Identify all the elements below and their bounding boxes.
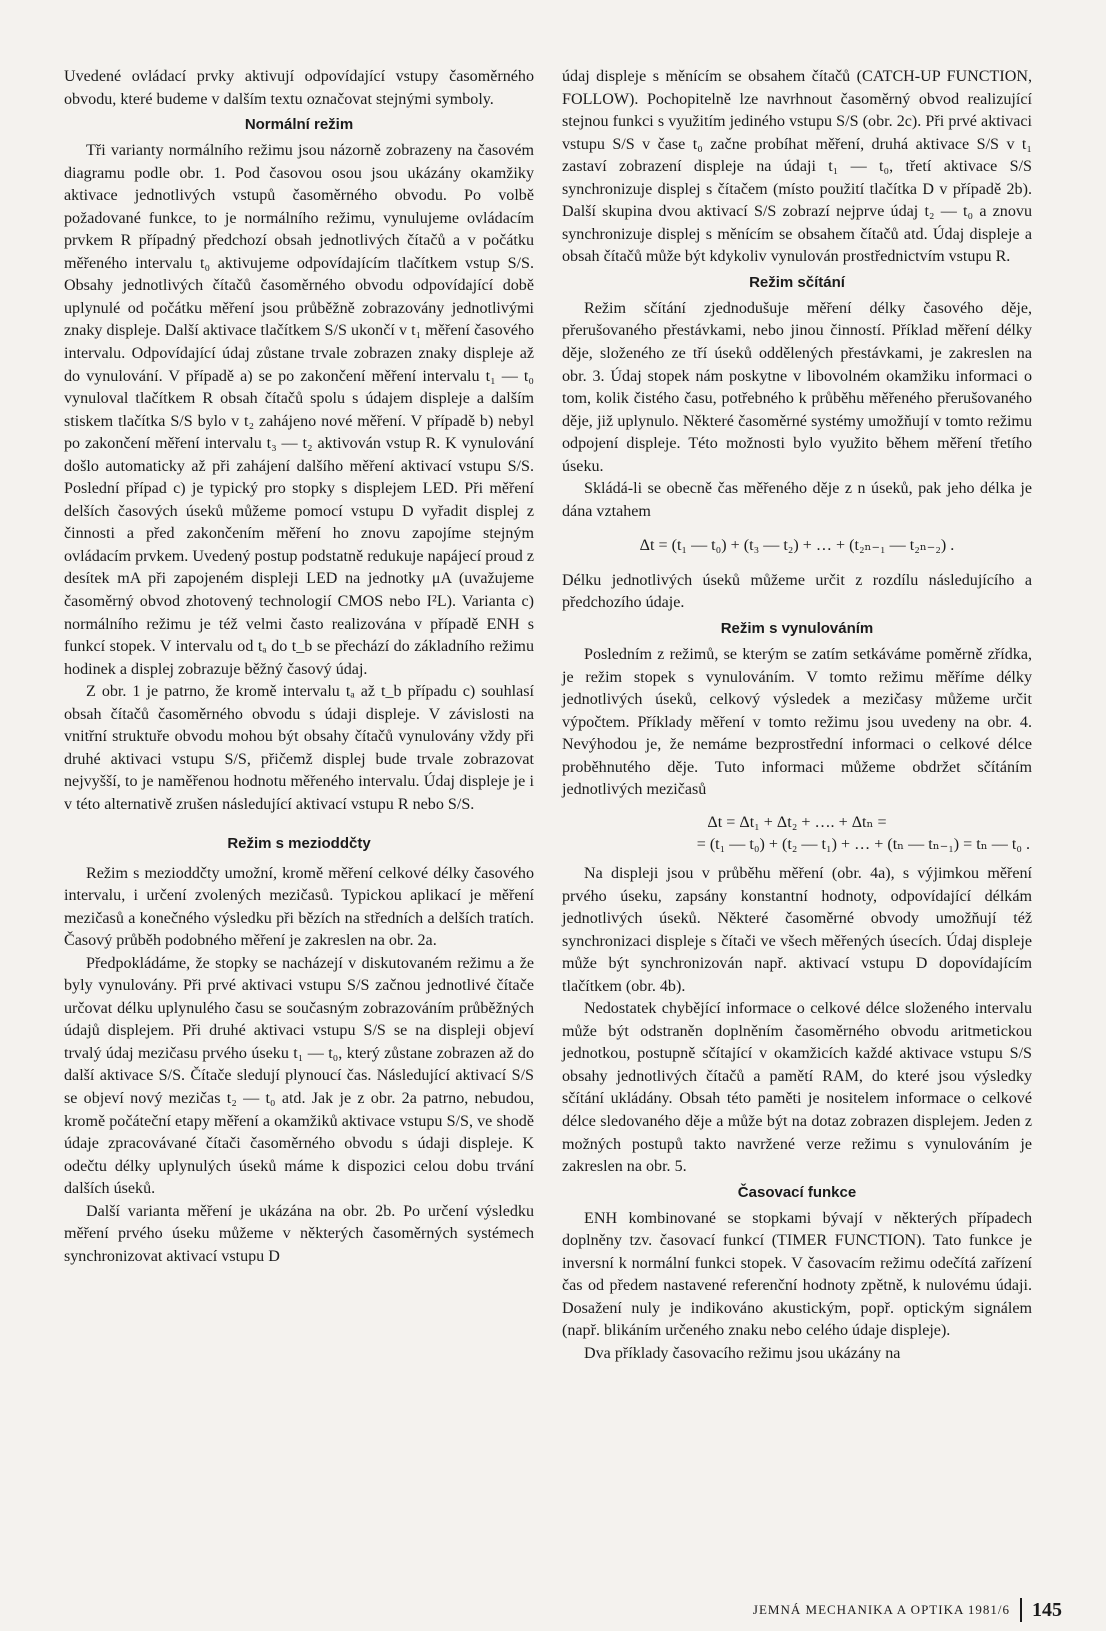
journal-title: JEMNÁ MECHANIKA A OPTIKA 1981/6 [752,1602,1010,1617]
formula-delta-line1: Δt = Δt₁ + Δt₂ + …. + Δtₙ = [707,813,887,831]
section-heading-timer: Časovací funkce [737,1183,857,1201]
paragraph: Uvedené ovládací prvky aktivují odpovídající vstupy časoměrného obvodu, které budeme v dalším textu označovat stejnými symboly. [64,68,534,108]
section-heading-normal: Normální režim [244,116,354,134]
section-heading-add: Režim sčítání [749,273,845,291]
page-footer [753,1598,1062,1622]
paragraph: Předpokládáme, že stopky se nacházejí v diskutovaném režimu a že byly vynulovány. Při prvé aktivaci vstupu S/S začnou jednotlivé čítače určovat délku uplynulého času se současným zobrazováním průběžných údajů displejem. Při druhé aktivaci vstupu S/S se na displeji objeví trvalý údaj mezičasu prvého úseku t₁ — t₀, který zůstane zobrazen až do další aktivace S/S. Čítače sledují plynoucí čas. Následující aktivací S/S se objeví nový mezičas t₂ — t₀ atd. Jak je z obr. 2a patrno, nebudou, kromě počáteční etapy měření a okamžiků aktivace vstupu S/S, ve shodě údaje zpracovávané čítači časoměrného obvodu s údaji displeje. K odečtu délky uplynulých úseků máme k dispozici celou dobu trvání dalších úseků. [64,954,534,1198]
section-heading-split: Režim s mezioddčty [227,834,371,852]
section-heading-reset: Režim s vynulováním [720,620,874,638]
paragraph: Skládá-li se obecně čas měřeného děje z n úseků, pak jeho délka je dána vztahem [562,480,1032,520]
paragraph: údaj displeje s měnícím se obsahem čítačů (CATCH-UP FUNCTION, FOLLOW). Pochopitelně lze navrhnout časoměrný obvod realizující stejnou funkci s využitím jediného vstupu S/S (obr. 2c). Při prvé aktivaci vstupu S/S v čase t₀ začne probíhat měření, druhá aktivace S/S v t₁ zastaví zobrazení displeje na údaji t₁ — t₀, třetí aktivace S/S synchronizuje displej s čítačem (místo použití tlačítka D v případě 2b). Další skupina dvou aktivací S/S zobrazí nejprve údaj t₂ — t₀ a znovu synchronizuje displej s měnícím se obsahem čítačů atd. Údaj displeje a obsah čítačů může být kdykoliv vynulován prostřednictvím vstupu R. [562,68,1032,266]
paragraph: Další varianta měření je ukázána na obr. 2b. Po určení výsledku měření prvého úseku můžeme v některých časoměrných systémech synchronizovat aktivací vstupu D [64,1202,534,1265]
paragraph: Posledním z režimů, se kterým se zatím setkáváme poměrně zřídka, je režim stopek s vynulováním. V tomto režimu měříme délky jednotlivých úseků, celkový výsledek a mezičasy můžeme určit výpočtem. Příklady měření v tomto režimu jsou uvedeny na obr. 4. Nevýhodou je, že nemáme bezprostřední informaci o celkové délce proběhnutého děje. Tuto informaci můžeme obdržet sčítáním jednotlivých mezičasů [562,646,1032,799]
formula-delta-line2: = (t₁ — t₀) + (t₂ — t₁) + … + (tₙ — tₙ₋₁) = tₙ — t₀ . [696,836,1030,854]
paragraph: Na displeji jsou v průběhu měření (obr. 4a), s výjimkou měření prvého úseku, zapsány konstantní hodnoty, odpovídající délkám jednotlivých úseků. Některé časoměrné obvody umožňují též synchronizaci displeje s čítači ve všech měřených úsecích. Údaj displeje může být synchronizován např. aktivací vstupu D dopovídajícím tlačítkem (obr. 4b). [562,864,1032,995]
paragraph: Režim sčítání zjednodušuje měření délky časového děje, přerušovaného přestávkami, nebo jinou činností. Příklad měření délky děje, složeného ze tří úseků oddělených přestávkami, je zakreslen na obr. 3. Údaj stopek nám poskytne v libovolném okamžiku informaci o tom, kolik čistého času, potřebného k průběhu měřeného přerušovaného děje, již uplynulo. Některé časoměrné systémy umožňují v tomto režimu odpojení displeje. Této možnosti bylo využito během měření třetího úseku. [562,299,1032,475]
paragraph: Z obr. 1 je patrno, že kromě intervalu tₐ až t_b případu c) souhlasí obsah čítačů časoměrného obvodu s údaji displeje. V závislosti na vnitřní struktuře obvodu mohou být obsahy čítačů vynulovány vždy při druhé aktivaci vstupu S/S, přičemž displej bude trvale zobrazovat nejvyšší, to je naměřenou hodnotu měřeného intervalu. Údaj displeje je i v této alternativě zrušen následující aktivací vstupu R nebo S/S. [64,683,534,813]
page-number: 145 [1032,1598,1062,1621]
paragraph: Délku jednotlivých úseků můžeme určit z rozdílu následujícího a předchozího údaje. [562,571,1032,612]
paragraph: Dva příklady časovacího režimu jsou ukázány na [584,1344,901,1362]
formula-sum: Δt = (t₁ — t₀) + (t₃ — t₂) + … + (t₂ₙ₋₁ — t₂ₙ₋₂) . [639,537,955,555]
paragraph: Tři varianty normálního režimu jsou názorně zobrazeny na časovém diagramu podle obr. 1. Pod časovou osou jsou ukázány okamžiky aktivace jednotlivých vstupů časoměrného obvodu. Po volbě požadované funkce, to je normálního režimu, vynulujeme ovládacím prvkem R případný předchozí obsah jednotlivých čítačů a v počátku měřeného intervalu t₀ aktivujeme odpovídajícím tlačítkem vstup S/S. Obsahy jednotlivých čítačů časoměrného obvodu odpovídající době uplynulé od počátku měření jsou průběžně zobrazovány jednotlivými znaky displeje. Další aktivace tlačítkem S/S ukončí v t₁ měření časového intervalu. Odpovídající údaj zůstane trvale zobrazen znaky displeje až do vynulování. V případě a) se po zakončení měření intervalu t₁ — t₀ vynuloval tlačítkem R obsah čítačů spolu s údajem displeje a dalším stiskem tlačítka S/S bylo v t₂ zahájeno nové měření. V případě b) nebyl po zakončení měření intervalu t₃ — t₂ aktivován vstup R. K vynulování došlo automaticky až při zahájení dalšího měření aktivací vstupu S/S. Poslední případ c) je typický pro stopky s displejem LED. Při měření delších časových úseků můžeme pomocí vstupu D vyřadit displej z činnosti a před zakončením měření ho znovu zapojíme stejným ovládacím prvkem. Uvedený postup podstatně redukuje napájecí proud z desítek mA při zapojeném displeji LED na jednotky μA (uvažujeme časoměrný obvod zhotovený technologií CMOS nebo I²L). Varianta c) normálního režimu je též velmi často realizována v případě ENH s funkcí stopek. V intervalu od tₐ do t_b se přechází do základního režimu hodinek a displej zobrazuje běžný časový údaj. [64,142,534,678]
paragraph: Nedostatek chybějící informace o celkové délce složeného intervalu může být odstraněn doplněním časoměrného obvodu aritmetickou jednotkou, postupně sčítající v okamžicích každé aktivace vstupu S/S obsahy jednotlivých čítačů a pamětí RAM, do které jsou výsledky sčítání ukládány. Obsah této paměti je nositelem informace o celkové délce sledovaného děje a může být na dotaz zobrazen displejem. Jeden z možných postupů takto navržené verze režimu s vynulováním je zakreslen na obr. 5. [562,1000,1032,1176]
paragraph: Režim s mezioddčty umožní, kromě měření celkové délky časového intervalu, i určení zvolených mezičasů. Typickou aplikací je měření mezičasů a konečného výsledku při bězích na středních a delších tratích. Časový průběh podobného měření je zakreslen na obr. 2a. [64,864,534,950]
left-column [64,66,534,1268]
right-column [562,66,1032,1365]
footer-divider [1020,1598,1022,1622]
paragraph: ENH kombinované se stopkami bývají v některých případech doplněny tzv. časovací funkcí (TIMER FUNCTION). Tato funkce je inversní k normální funkci stopek. V časovacím režimu odečítá zařízení čas od předem nastavené referenční hodnoty zpětně, k nulovému údaji. Dosažení nuly je indikováno akustickým, popř. optickým signálem (např. blikáním určeného znaku nebo celého údaje displeje). [562,1209,1032,1340]
